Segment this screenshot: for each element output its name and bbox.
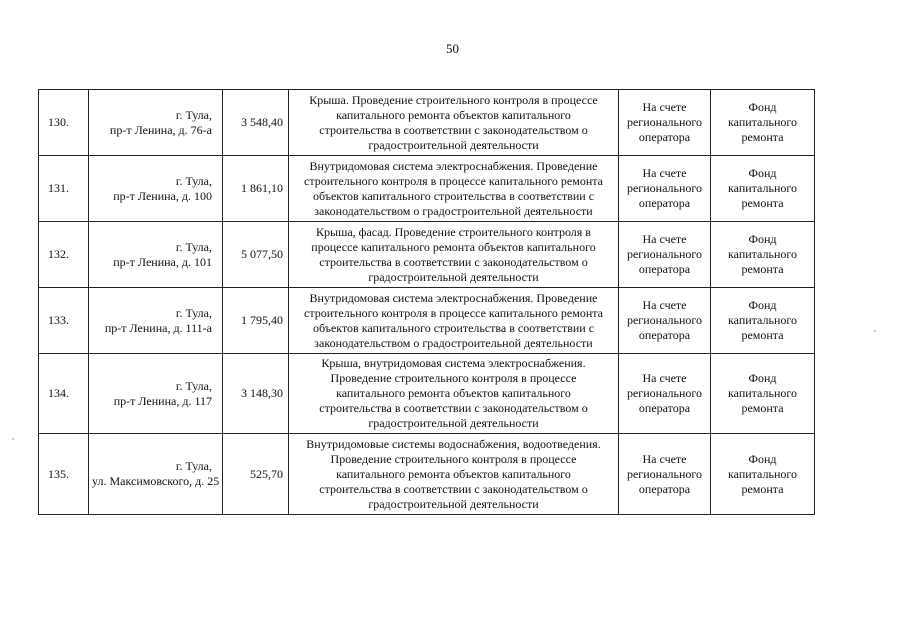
account-line: регионального — [626, 386, 703, 400]
fund-line: капитального — [728, 466, 797, 481]
fund-line: капитального — [728, 115, 797, 129]
table-row — [39, 434, 815, 515]
row-number: 135. — [39, 434, 89, 515]
fund-line: ремонта — [741, 130, 784, 144]
page-number: 50 — [446, 41, 459, 56]
row-number: 133. — [39, 288, 89, 354]
work-line: строительства в соответствии с законодательством о — [319, 122, 588, 137]
account-cell — [619, 354, 711, 434]
account-line: оператора — [638, 401, 691, 415]
work-line: строительства в соответствии с законодательством о — [319, 401, 588, 415]
fund-line: Фонд — [748, 232, 777, 246]
account-line: оператора — [638, 130, 691, 144]
account-cell — [619, 434, 711, 515]
row-number: 131. — [39, 156, 89, 222]
work-cell — [289, 354, 619, 434]
work-line: объектов капитального строительства в соответствии с — [312, 188, 595, 203]
address-line: г. Тула, — [175, 305, 212, 320]
address-line: г. Тула, — [175, 459, 212, 473]
scan-speck — [874, 330, 876, 332]
fund-line: Фонд — [748, 298, 777, 312]
work-cell — [289, 288, 619, 354]
area-cell: 525,70 — [223, 434, 289, 515]
address-line: г. Тула, — [175, 173, 212, 188]
fund-line: ремонта — [741, 328, 784, 342]
work-line: Крыша, внутридомовая система электроснабжения. — [321, 356, 586, 370]
work-line: строительного контроля в процессе капитального ремонта — [304, 173, 603, 188]
fund-line: Фонд — [748, 451, 777, 466]
area-cell: 5 077,50 — [223, 222, 289, 288]
row-number: 134. — [39, 354, 89, 434]
fund-line: капитального — [728, 181, 797, 195]
address-cell — [89, 156, 223, 222]
address-cell — [89, 222, 223, 288]
fund-line: ремонта — [741, 481, 784, 496]
account-line: На счете — [642, 232, 687, 246]
work-line: капитального ремонта объектов капитального — [336, 107, 571, 122]
work-cell — [289, 434, 619, 515]
account-line: На счете — [642, 100, 687, 114]
work-cell — [289, 90, 619, 156]
work-line: градостроительной деятельности — [368, 416, 539, 430]
account-line: регионального — [626, 313, 703, 327]
work-line: Внутридомовая система электроснабжения. Проведение — [309, 158, 598, 173]
fund-line: Фонд — [748, 100, 777, 114]
account-line: регионального — [626, 115, 703, 129]
account-line: На счете — [642, 371, 687, 385]
fund-cell — [711, 354, 815, 434]
fund-line: капитального — [728, 247, 797, 261]
address-line: пр-т Ленина, д. 101 — [113, 254, 212, 269]
work-line: процессе капитального ремонта объектов капитального — [311, 239, 596, 254]
fund-line: капитального — [728, 386, 797, 400]
work-line: капитального ремонта объектов капитального — [336, 466, 571, 481]
fund-cell — [711, 434, 815, 515]
account-line: оператора — [638, 262, 691, 276]
account-line: регионального — [626, 466, 703, 481]
account-cell — [619, 90, 711, 156]
work-line: Проведение строительного контроля в процессе — [330, 371, 577, 385]
work-line: Крыша, фасад. Проведение строительного контроля в — [316, 224, 591, 239]
account-line: оператора — [638, 196, 691, 210]
fund-cell — [711, 222, 815, 288]
work-line: строительства в соответствии с законодательством о — [319, 254, 588, 269]
row-number: 132. — [39, 222, 89, 288]
address-cell — [89, 288, 223, 354]
table-row — [39, 222, 815, 288]
row-number: 130. — [39, 90, 89, 156]
address-line: г. Тула, — [175, 107, 212, 122]
fund-cell — [711, 288, 815, 354]
area-cell: 1 861,10 — [223, 156, 289, 222]
table-row — [39, 354, 815, 434]
work-line: Внутридомовые системы водоснабжения, водоотведения. — [306, 436, 601, 451]
work-line: строительства в соответствии с законодательством о — [319, 481, 588, 496]
account-cell — [619, 222, 711, 288]
fund-line: капитального — [728, 313, 797, 327]
area-cell: 3 148,30 — [223, 354, 289, 434]
work-line: Внутридомовая система электроснабжения. Проведение — [309, 290, 598, 305]
area-cell: 3 548,40 — [223, 90, 289, 156]
account-line: регионального — [626, 181, 703, 195]
address-line: ул. Максимовского, д. 25 — [92, 474, 220, 488]
work-line: градостроительной деятельности — [368, 137, 539, 152]
fund-line: Фонд — [748, 371, 777, 385]
address-line: г. Тула, — [175, 239, 212, 254]
work-line: законодательством о градостроительной деятельности — [314, 203, 593, 218]
work-line: объектов капитального строительства в соответствии с — [312, 320, 595, 335]
work-line: строительного контроля в процессе капитального ремонта — [304, 305, 603, 320]
table-row — [39, 90, 815, 156]
fund-line: Фонд — [748, 166, 777, 180]
repair-table — [38, 89, 815, 515]
fund-cell — [711, 156, 815, 222]
work-line: Проведение строительного контроля в процессе — [330, 451, 577, 466]
work-cell — [289, 156, 619, 222]
address-cell — [89, 434, 223, 515]
fund-line: ремонта — [741, 401, 784, 415]
address-line: пр-т Ленина, д. 76-а — [109, 122, 212, 137]
work-line: градостроительной деятельности — [368, 496, 539, 511]
area-cell: 1 795,40 — [223, 288, 289, 354]
fund-line: ремонта — [741, 196, 784, 210]
address-line: пр-т Ленина, д. 117 — [113, 393, 212, 408]
scan-speck — [12, 438, 14, 440]
account-line: регионального — [626, 247, 703, 261]
account-line: На счете — [642, 166, 687, 180]
address-line: пр-т Ленина, д. 100 — [113, 188, 212, 203]
address-line: г. Тула, — [175, 378, 212, 393]
account-cell — [619, 288, 711, 354]
fund-cell — [711, 90, 815, 156]
fund-line: ремонта — [741, 262, 784, 276]
work-cell — [289, 222, 619, 288]
address-cell — [89, 90, 223, 156]
table-row — [39, 156, 815, 222]
account-line: оператора — [638, 328, 691, 342]
work-line: капитального ремонта объектов капитального — [336, 386, 571, 400]
table-row — [39, 288, 815, 354]
account-line: оператора — [638, 481, 691, 496]
work-line: градостроительной деятельности — [368, 269, 539, 284]
account-line: На счете — [642, 298, 687, 312]
work-line: законодательством о градостроительной деятельности — [314, 335, 593, 350]
address-cell — [89, 354, 223, 434]
address-line: пр-т Ленина, д. 111-а — [104, 320, 212, 335]
account-cell — [619, 156, 711, 222]
account-line: На счете — [642, 451, 687, 466]
work-line: Крыша. Проведение строительного контроля в процессе — [309, 92, 598, 107]
